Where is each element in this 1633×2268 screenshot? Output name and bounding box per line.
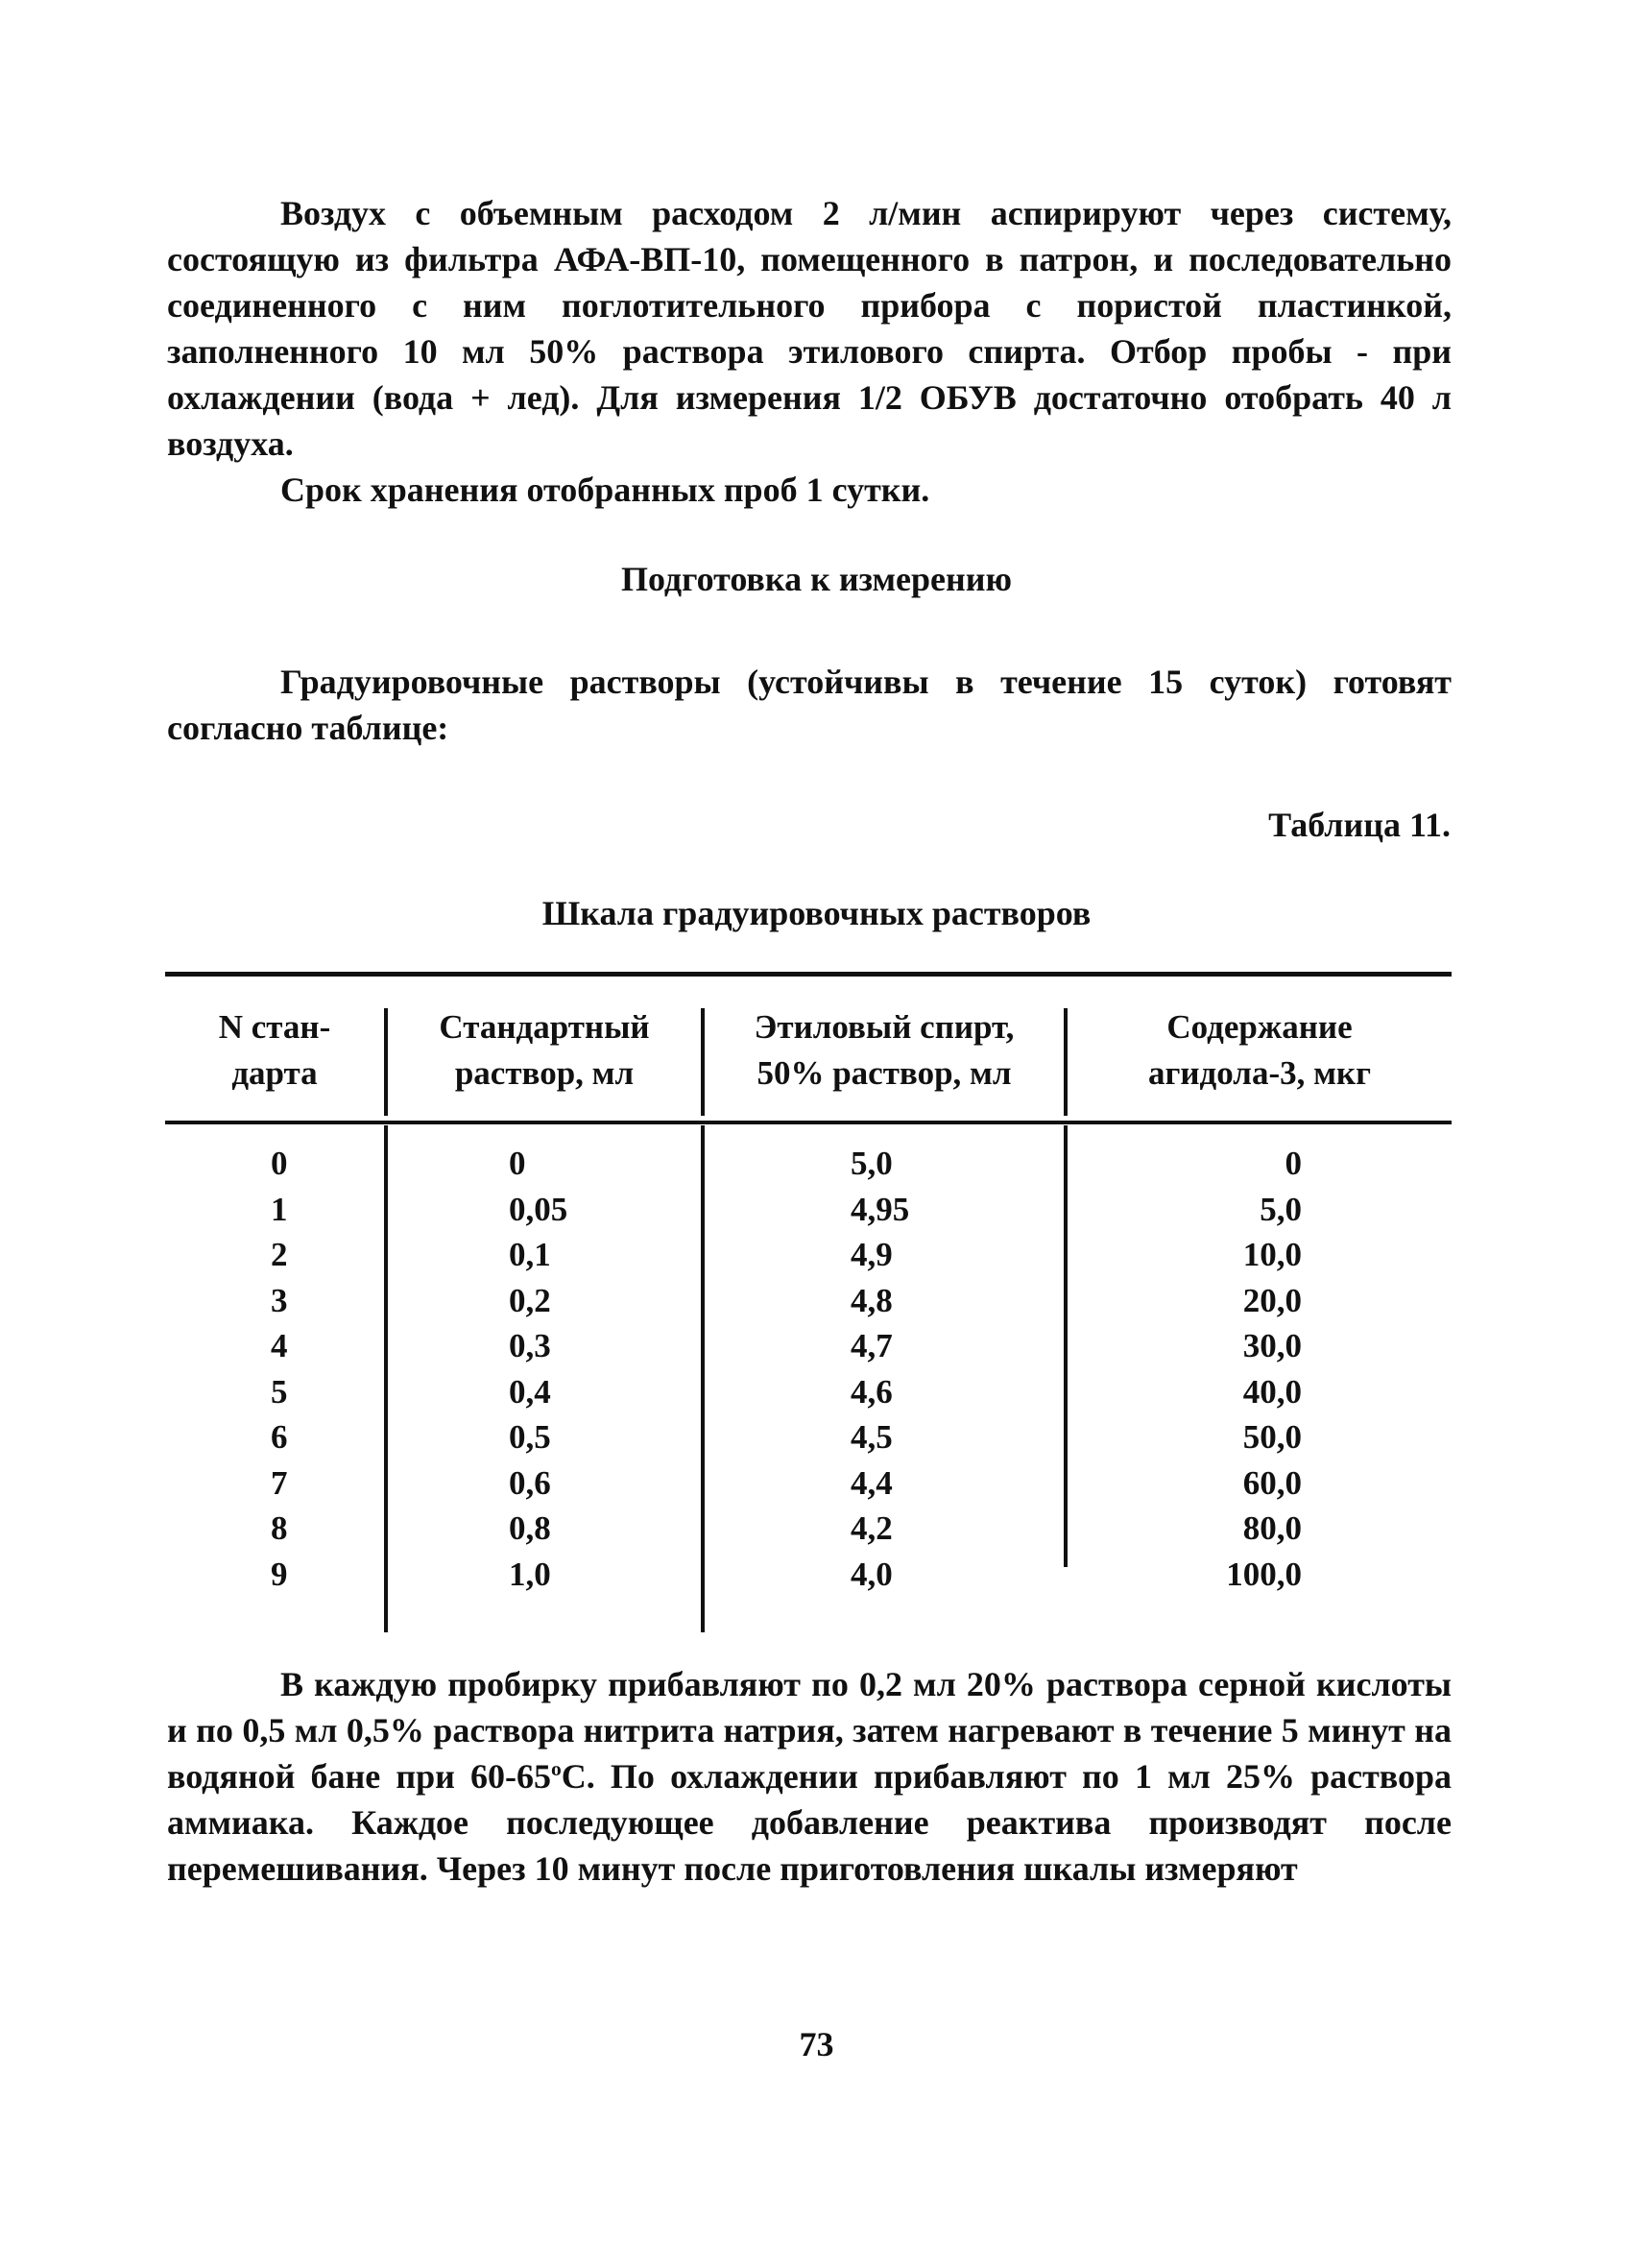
table-cell: 8 — [271, 1509, 288, 1547]
table-title: Шкала градуировочных растворов — [541, 894, 1092, 932]
table-cell: 100,0 — [1226, 1555, 1302, 1593]
table-cell: 2 — [271, 1236, 288, 1273]
table-cell: 80,0 — [1242, 1509, 1302, 1547]
table-cell: 4,2 — [851, 1509, 893, 1547]
degree-sign: о — [550, 1757, 562, 1780]
table-cell: 7 — [271, 1463, 288, 1502]
intro-section — [167, 190, 1452, 513]
header-ethanol: Этиловый спирт, 50% раствор, мл — [754, 1008, 1015, 1092]
table-cell: 0,2 — [509, 1281, 551, 1319]
table-cell: 4,95 — [851, 1190, 910, 1228]
table-cell: 0,4 — [509, 1372, 551, 1411]
table-top-rule — [165, 972, 1452, 977]
table-cell: 5,0 — [851, 1145, 893, 1182]
table-cell: 1 — [271, 1190, 288, 1228]
procedure-section — [167, 1661, 1452, 1892]
table-cell: 4,8 — [851, 1281, 893, 1319]
solutions-paragraph: Градуировочные растворы (устойчивы в течение 15 суток) готовят согласно таблице: — [167, 663, 1452, 747]
table-cell: 0 — [509, 1145, 526, 1182]
procedure-paragraph: В каждую пробирку прибавляют по 0,2 мл 20% раствора серной кислоты и по 0,5 мл 0,5% раствора нитрита натрия, затем нагревают в течение 5 минут на водяной бане при $60-65^оС$. По охлаждении прибавляют по 1 мл 25% раствора аммиака. Каждое последующее добавление реактива производят после перемешивания. Через 10 минут после приготовления шкалы измеряют — [167, 1665, 1452, 1888]
column-ethanol — [851, 1141, 909, 1597]
storage-paragraph: Срок хранения отобранных проб 1 сутки. — [280, 470, 930, 509]
body-divider-2 — [701, 1125, 705, 1632]
table-cell: 60,0 — [1242, 1463, 1302, 1502]
column-standard-number — [271, 1141, 288, 1597]
header-content: Содержание агидола-3, мкг — [1148, 1008, 1371, 1092]
table-cell: 1,0 — [509, 1555, 551, 1593]
table-cell: 4 — [271, 1327, 288, 1364]
table-cell: 4,7 — [851, 1327, 893, 1364]
table-cell: 0,5 — [509, 1418, 551, 1456]
table-cell: 0 — [1285, 1145, 1302, 1182]
table-cell: 4,6 — [851, 1372, 893, 1411]
column-content — [1226, 1141, 1302, 1597]
table-cell: 0,05 — [509, 1190, 568, 1228]
header-standard-solution: Стандартный раствор, мл — [439, 1008, 650, 1092]
table-cell: 4,9 — [851, 1236, 893, 1273]
body-divider-1 — [384, 1125, 388, 1632]
body-divider-3 — [1064, 1125, 1068, 1567]
table-cell: 5 — [271, 1372, 288, 1411]
table-cell: 4,4 — [851, 1463, 893, 1502]
table-cell: 4,0 — [851, 1555, 893, 1593]
table-cell: 5,0 — [1260, 1190, 1302, 1228]
section-title: Подготовка к измерению — [620, 560, 1013, 598]
sampling-paragraph: Воздух с объемным расходом 2 л/мин аспирируют через систему, состоящую из фильтра АФА-ВП-10, помещенного в патрон, и последовательно соединенного с ним поглотительного прибора с пористой пластинкой, заполненного 10 мл 50% раствора этилового спирта. Отбор пробы - при охлаждении (вода + лед). Для измерения 1/2 ОБУВ достаточно отобрать 40 л воздуха. — [167, 194, 1452, 463]
preparation-section — [167, 659, 1452, 751]
table-cell: 0,1 — [509, 1236, 551, 1273]
table-cell: 9 — [271, 1555, 288, 1593]
table-header-rule — [165, 1121, 1452, 1124]
table-cell: 4,5 — [851, 1418, 893, 1456]
table-cell: 0 — [271, 1145, 288, 1182]
table-cell: 40,0 — [1242, 1372, 1302, 1411]
table-cell: 0,6 — [509, 1463, 551, 1502]
header-standard-number: N стан- дарта — [218, 1008, 331, 1092]
table-cell: 50,0 — [1242, 1418, 1302, 1456]
page-number: 73 — [799, 2025, 834, 2063]
column-standard-solution — [509, 1141, 567, 1597]
table-cell: 10,0 — [1242, 1236, 1302, 1273]
table-cell: 0,3 — [509, 1327, 551, 1364]
table-cell: 0,8 — [509, 1509, 551, 1547]
table-cell: 30,0 — [1242, 1327, 1302, 1364]
table-cell: 20,0 — [1242, 1281, 1302, 1319]
table-cell: 3 — [271, 1281, 288, 1319]
table-label: Таблица 11. — [1268, 806, 1451, 844]
table-cell: 6 — [271, 1418, 288, 1456]
